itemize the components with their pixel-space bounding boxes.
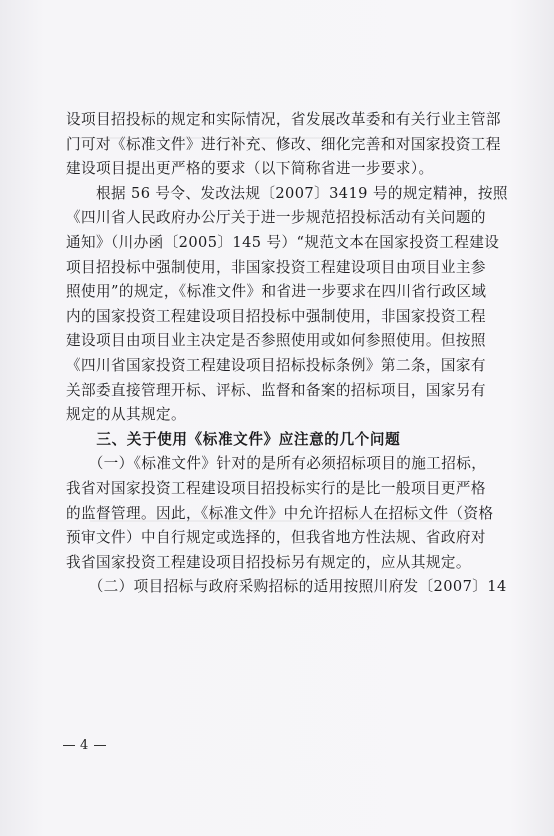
text-line: 内的国家投资工程建设项目招投标中强制使用，非国家投资工程 — [66, 307, 486, 325]
text-line: （一）《标准文件》针对的是所有必须招标项目的施工招标， — [66, 455, 487, 473]
text-line: 根据 56 号令、发改法规〔2007〕3419 号的规定精神，按照 — [66, 184, 508, 202]
text-line: 我省对国家投资工程建设项目招投标实行的是比一般项目更严格 — [66, 479, 486, 497]
text-line: 建设项目由项目业主决定是否参照使用或如何参照使用。但按照 — [66, 332, 486, 350]
text-line: 《四川省国家投资工程建设项目招标投标条例》第二条，国家有 — [66, 356, 486, 374]
text-line: 《四川省人民政府办公厅关于进一步规范招投标活动有关问题的 — [66, 209, 486, 227]
page-number-dash — [63, 745, 75, 747]
text-line: 门可对《标准文件》进行补充、修改、细化完善和对国家投资工程 — [66, 135, 501, 153]
text-line: 规定的从其规定。 — [66, 406, 186, 424]
page-number-value: 4 — [80, 738, 90, 753]
text-line: 项目招投标中强制使用，非国家投资工程建设项目由项目业主参 — [66, 258, 486, 276]
text-line: 建设项目提出更严格的要求（以下简称省进一步要求）。 — [66, 160, 434, 178]
text-line: 关部委直接管理开标、评标、监督和备案的招标项目，国家另有 — [66, 381, 486, 399]
section-heading: 三、关于使用《标准文件》应注意的几个问题 — [66, 430, 401, 448]
page-number — [58, 738, 111, 753]
text-line: （二）项目招标与政府采购招标的适用按照川府发〔2007〕14 — [66, 578, 507, 596]
text-line: 预审文件）中自行规定或选择的，但我省地方性法规、省政府对 — [66, 529, 486, 547]
page-number-dash — [94, 745, 106, 747]
text-line: 的监督管理。因此，《标准文件》中允许招标人在招标文件（资格 — [66, 504, 494, 522]
document-body — [66, 108, 514, 600]
text-line: 照使用”的规定，《标准文件》和省进一步要求在四川省行政区域 — [66, 283, 487, 301]
text-line: 设项目招投标的规定和实际情况，省发展改革委和有关行业主管部 — [66, 111, 501, 128]
text-line: 通知》（川办函〔2005〕145 号）“规范文本在国家投资工程建设 — [66, 233, 500, 251]
text-line: 我省国家投资工程建设项目招投标另有规定的，应从其规定。 — [66, 553, 471, 571]
